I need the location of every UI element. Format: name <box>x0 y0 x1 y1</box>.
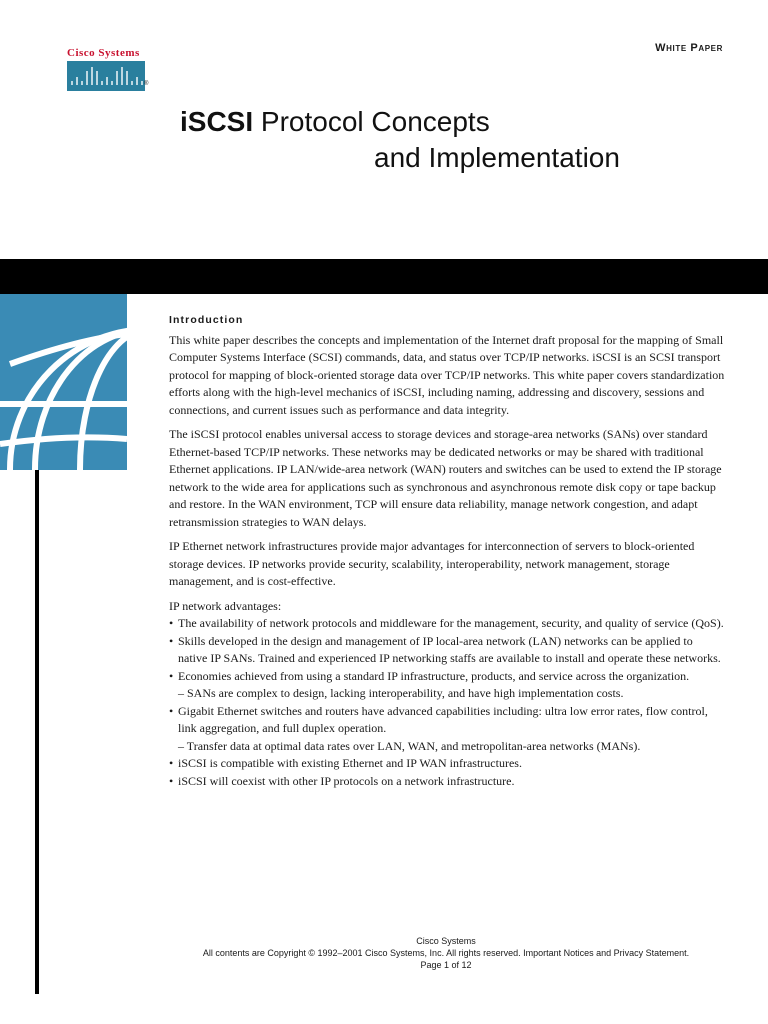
list-item: • Economies achieved from using a standard IP infrastructure, products, and service across the organization. <box>169 668 725 686</box>
list-subitem: – SANs are complex to design, lacking interoperability, and have high implementation costs. <box>178 686 624 700</box>
header-band <box>0 259 768 294</box>
globe-icon <box>0 294 127 470</box>
logo-text: Cisco Systems <box>67 47 140 59</box>
paragraph: The iSCSI protocol enables universal access to storage devices and storage-area networks (SANs) over standard Ethernet-based TCP/IP networks. These networks may be dedicated networks or may be shared with traditional Ethernet applications. IP LAN/wide-area network (WAN) routers and switches can be used to extend the IP storage network to the wide area for applications such as synchronous and asynchronous remote disk copy or tape backup and restore. In the WAN environment, TCP will ensure data reliability, manage network congestion, and adapt retransmission strategies to WAN delays. <box>169 427 722 529</box>
title-bold-part: iSCSI <box>180 106 254 137</box>
list-item: • iSCSI will coexist with other IP protocols on a network infrastructure. <box>169 773 725 791</box>
footer-company: Cisco Systems <box>416 936 476 946</box>
main-content <box>169 312 725 790</box>
footer-copyright: All contents are Copyright © 1992–2001 Cisco Systems, Inc. All rights reserved. Important Notices and Privacy Statement. <box>202 948 690 958</box>
list-subitem: – Transfer data at optimal data rates over LAN, WAN, and metropolitan-area networks (MANs). <box>178 738 641 753</box>
paragraph: This white paper describes the concepts and implementation of the Internet draft proposal for the mapping of Small Computer Systems Interface (SCSI) commands, data, and status over TCP/IP networks. iSCSI is an SCSI transport protocol for mapping of block-oriented storage data over TCP/IP networks. This white paper covers standardization efforts along with the high-level mechanics of iSCSI, including naming, addressing and discovery, sessions and connections, and current issues such as performance and data integrity. <box>169 332 725 417</box>
advantages-list <box>169 615 725 790</box>
list-item: • Gigabit Ethernet switches and routers have advanced capabilities including: ultra low error rates, flow control, link aggregation, and full duplex operation. <box>169 703 725 738</box>
list-item: • iSCSI is compatible with existing Ethernet and IP WAN infrastructures. <box>169 755 725 773</box>
registered-mark: ® <box>144 81 149 87</box>
list-heading: IP network advantages: <box>169 598 282 613</box>
document-type-label: White Paper <box>655 42 723 54</box>
title-line2: and Implementation <box>374 142 620 173</box>
list-item: • Skills developed in the design and management of IP local-area network (LAN) networks can be applied to native IP SANs. Trained and experienced IP networking staffs are available to install and operate these networks. <box>169 633 725 668</box>
margin-rule <box>35 470 39 994</box>
cisco-logo <box>67 47 151 93</box>
page-footer <box>0 935 768 971</box>
footer-page-number: Page 1 of 12 <box>420 960 472 970</box>
title-line1-rest: Protocol Concepts <box>253 106 490 137</box>
logo-bars-icon <box>67 61 145 91</box>
list-item: • The availability of network protocols and middleware for the management, security, and quality of service (QoS). <box>169 615 725 633</box>
section-heading: Introduction <box>169 314 244 326</box>
paragraph: IP Ethernet network infrastructures provide major advantages for interconnection of servers to block-oriented storage devices. IP networks provide security, scalability, interoperability, network management, storage management, and is cost-effective. <box>169 539 695 588</box>
page-title <box>180 104 620 176</box>
